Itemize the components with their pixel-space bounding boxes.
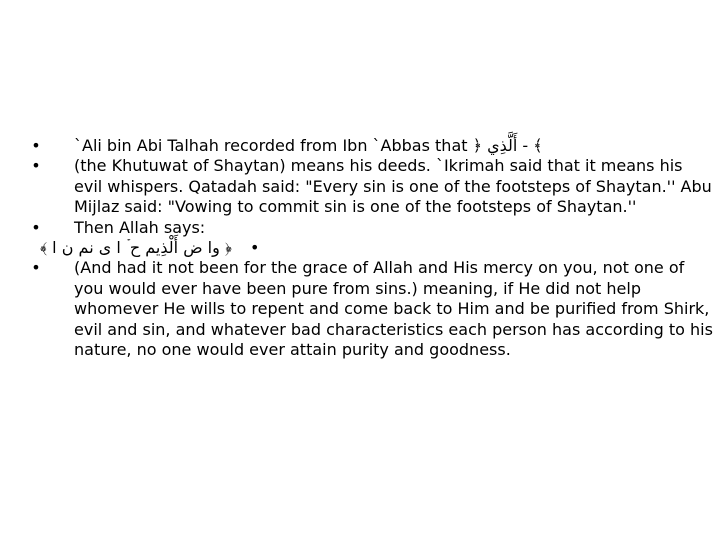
item-text: (And had it not been for the grace of Allah and His mercy on you, not one of you would ever have been pure from sins.) meaning, if He did not help whomever He wills to repent and come back to Him and be purified from Shirk, evil and sin, and whatever bad characteristics each person has according to his nature, no one would ever attain purity and goodness. xyxy=(74,258,713,360)
bullet-list xyxy=(28,136,713,360)
item-text: (the Khutuwat of Shaytan) means his deeds. `Ikrimah said that it means his evil whispers. Qatadah said: "Every sin is one of the footsteps of Shaytan.'' Abu Mijlaz said: "Vowing to commit sin is one of the footsteps of Shaytan.'' xyxy=(74,156,712,217)
arabic-verse: ﴿ وا ض أَلْذِيم ح ۡ ا ى نم ن ا ﴾ xyxy=(40,238,232,258)
bullet-marker: • xyxy=(31,156,41,176)
list-item xyxy=(28,258,713,360)
bullet-marker: • xyxy=(31,258,41,278)
list-item xyxy=(28,136,713,156)
slide-content xyxy=(28,136,713,360)
list-item-arabic xyxy=(28,238,713,258)
list-item xyxy=(28,156,713,217)
item-text: Then Allah says: xyxy=(74,217,206,237)
item-text: `Ali bin Abi Talhah recorded from Ibn `Abbas that xyxy=(74,136,468,155)
list-item xyxy=(28,218,713,238)
bullet-marker: • xyxy=(31,136,41,155)
arabic-quote: ﴿ أَلَّذِي - ﴾ xyxy=(472,136,543,155)
bullet-marker: • xyxy=(249,238,260,258)
bullet-marker: • xyxy=(31,217,41,237)
